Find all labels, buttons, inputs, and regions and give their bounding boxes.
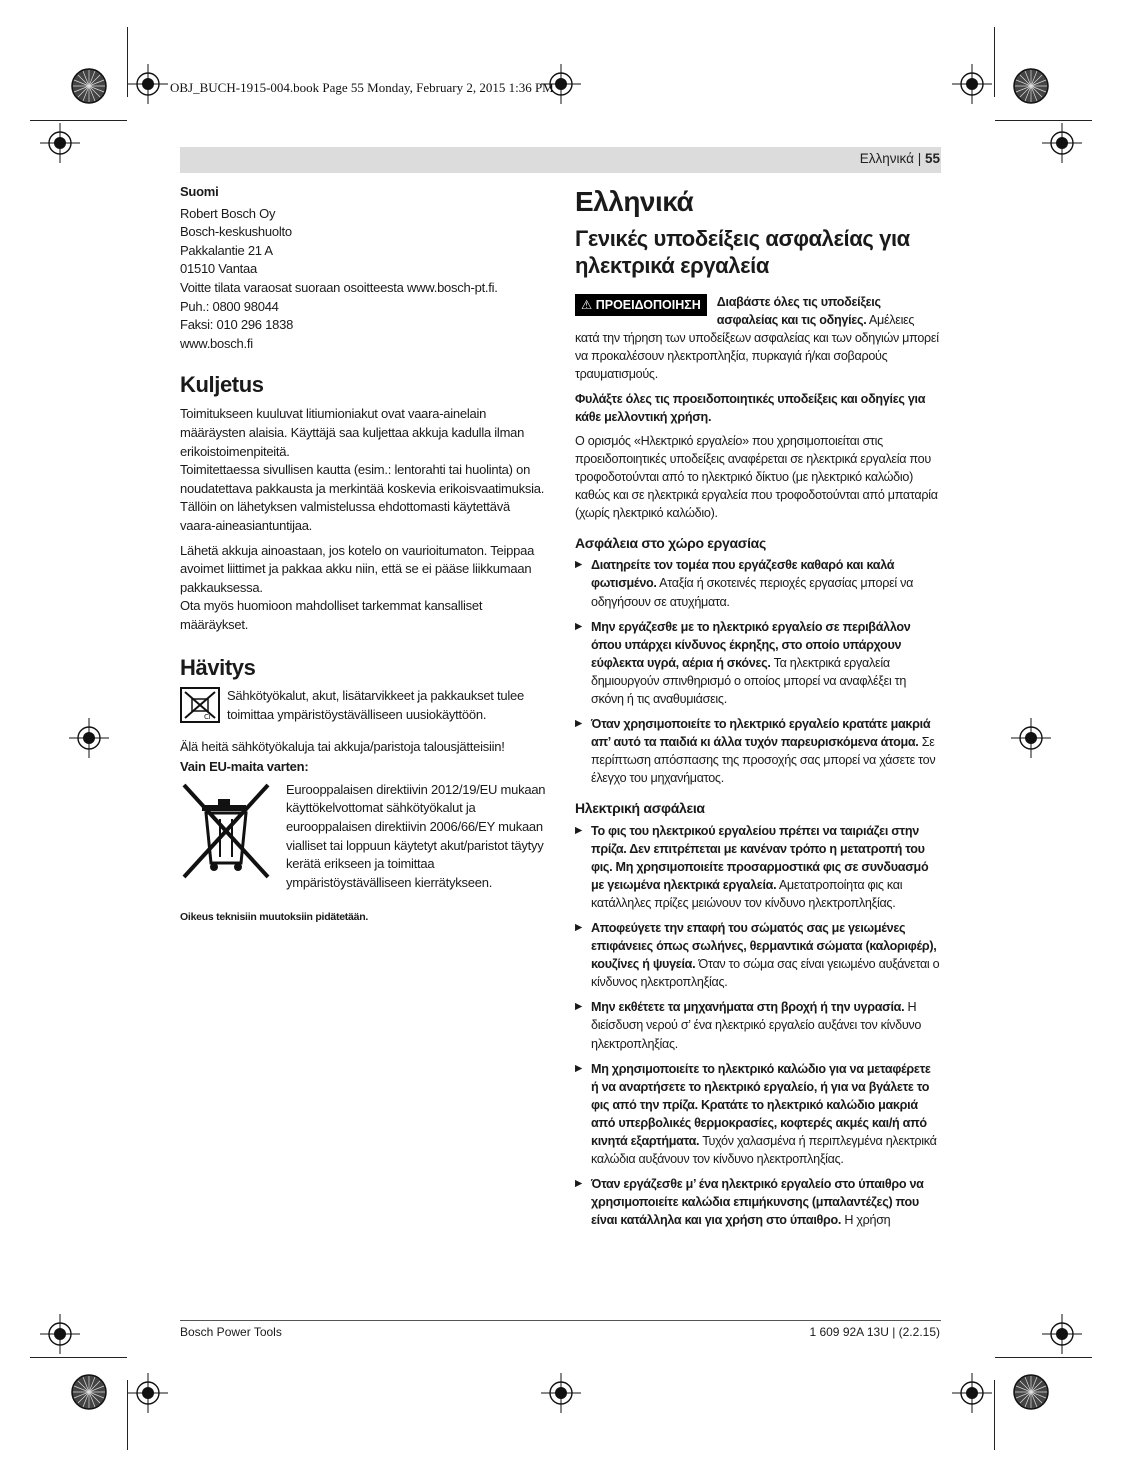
address-block — [180, 205, 547, 354]
registration-wheel-icon — [1014, 1375, 1048, 1409]
address-line: www.bosch.fi — [180, 335, 253, 351]
address-line: Voitte tilata varaosat suoraan osoitteesta www.bosch-pt.fi. — [180, 279, 498, 295]
item-bold: Όταν εργάζεσθε μ’ ένα ηλεκτρικό εργαλείο στο ύπαιθρο να χρησιμοποιείτε καλώδια επιμήκυνσης (μπαλαντέζες) που είναι κατάλληλα και για χρήση στο ύπαιθρο. — [591, 1177, 924, 1228]
warning-triangle-icon: ⚠ — [581, 298, 593, 313]
registration-target-icon — [128, 64, 168, 104]
item-text: Αμετατροποίητα φις και κατάλληλες πρίζες μειώνουν τον κίνδυνο ηλεκτροπληξίας. — [591, 877, 903, 910]
warning-badge — [575, 294, 707, 316]
keep-instructions: Φυλάξτε όλες τις προειδοποιητικές υποδείξεις και οδηγίες για κάθε μελλοντική χρήση. — [575, 391, 926, 424]
weee-row — [180, 781, 547, 893]
left-column — [180, 183, 547, 927]
work-safety-heading: Ασφάλεια στο χώρο εργασίας — [575, 535, 766, 552]
list-item — [575, 1060, 941, 1169]
registration-target-icon — [69, 718, 109, 758]
item-bold: Όταν χρησιμοποιείτε το ηλεκτρικό εργαλείο κρατάτε μακριά απ’ αυτό τα παιδιά κι άλλα τυχόν παρευρισκόμενα άτομα. — [591, 717, 931, 750]
item-text: Αταξία ή σκοτεινές περιοχές εργασίας μπορεί να οδηγήσουν σε ατυχήματα. — [591, 576, 914, 609]
kuljetus-paragraph: Toimitukseen kuuluvat litiumioniakut ovat vaara-ainelain määräysten alaisia. Käyttäjä saa kuljettaa akkuja kadulla ilman erikoistoimenpiteitä. — [180, 406, 525, 459]
header-bar — [180, 147, 941, 173]
list-item — [575, 919, 941, 991]
suomi-heading: Suomi — [180, 184, 219, 199]
address-line: Bosch-keskushuolto — [180, 224, 292, 240]
item-bold: Διατηρείτε τον τομέα που εργάζεσθε καθαρό και καλά φωτισμένο. — [591, 558, 895, 591]
section-title: Ελληνικά — [575, 186, 694, 217]
list-item — [575, 556, 941, 610]
warning-label: ΠΡΟΕΙΔΟΠΟΙΗΣΗ — [595, 298, 701, 313]
item-text: Όταν το σώμα σας είναι γειωμένο αυξάνεται ο κίνδυνος ηλεκτροπληξίας. — [591, 957, 940, 990]
warning-text: Αμέλειες κατά την τήρηση των υποδείξεων ασφαλείας και των οδηγιών μπορεί να προκαλέσουν ηλεκτροπληξία, πυρκαγιά ή/και σοβαρούς τραυματισμούς. — [575, 313, 939, 382]
svg-text:Ci: Ci — [204, 713, 211, 722]
registration-target-icon — [128, 1373, 168, 1413]
definition-paragraph: Ο ορισμός «Ηλεκτρικό εργαλείο» που χρησιμοποιείται στις προειδοποιητικές υποδείξεις αναφέρεται σε ηλεκτρικά εργαλεία που τροφοδοτούνται από το ηλεκτρικό δίκτυο (με ηλεκτρικό καλώδιο) καθώς και σε ηλεκτρικά εργαλεία που τροφοδοτούνται από μπαταρία (χωρίς ηλεκτρικό καλώδιο). — [575, 433, 938, 521]
electrical-safety-heading: Ηλεκτρική ασφάλεια — [575, 800, 705, 817]
registration-target-icon — [1042, 1314, 1082, 1354]
registration-target-icon — [1042, 123, 1082, 163]
eu-heading: Vain EU-maita varten: — [180, 759, 309, 775]
registration-target-icon — [1011, 718, 1051, 758]
footer-brand: Bosch Power Tools — [180, 1325, 282, 1339]
list-item — [575, 822, 941, 912]
address-line: Pakkalantie 21 A — [180, 242, 273, 258]
warning-block — [575, 293, 941, 383]
item-text: Τυχόν χαλασμένα ή περιπλεγμένα ηλεκτρικά καλώδια αυξάνουν τον κίνδυνο ηλεκτροπληξίας. — [591, 1134, 937, 1167]
page-header — [860, 151, 940, 166]
registration-wheel-icon — [1014, 69, 1048, 103]
kuljetus-paragraph: Ota myös huomioon mahdolliset tarkemmat kansalliset määräykset. — [180, 598, 483, 632]
kuljetus-paragraph: Toimitettaessa sivullisen kautta (esim.: lentorahti tai huolinta) on noudatettava pakkausta ja merkintää koskevia erikoisvaatimuksia. Tällöin on lähetyksen valmistelussa ehdottomasti käytettävä vaara-aineasiantuntijaa. — [180, 462, 545, 533]
item-bold: Μην εκθέτετε τα μηχανήματα στη βροχή ή την υγρασία. — [591, 1000, 905, 1015]
havitys-paragraph: Sähkötyökalut, akut, lisätarvikkeet ja pakkaukset tulee toimittaa ympäristöystävälliseen uusiokäyttöön. — [227, 688, 524, 723]
item-bold: Μην εργάζεσθε με το ηλεκτρικό εργαλείο σε περιβάλλον όπου υπάρχει κίνδυνος έκρηξης, στο οποίο υπάρχουν εύφλεκτα υγρά, αέρια ή σκόνες. — [591, 619, 911, 670]
header-language: Ελληνικά — [859, 151, 914, 166]
kuljetus-title: Kuljetus — [180, 372, 264, 398]
registration-wheel-icon — [72, 1375, 106, 1409]
print-info: OBJ_BUCH-1915-004.book Page 55 Monday, February 2, 2015 1:36 PM — [170, 80, 554, 95]
warning-bold: Διαβάστε όλες τις υποδείξεις ασφαλείας και τις οδηγίες. — [716, 295, 881, 328]
electrical-safety-list — [575, 822, 941, 1230]
weee-text: Eurooppalaisen direktiivin 2012/19/EU mukaan käyttökelvottomat sähkötyökalut ja eurooppalaisen direktiivin 2006/66/EY mukaan vialliset tai loppuun käytetyt akut/paristot täytyy kerätä erikseen ja toimittaa ympäristöystävälliseen kierrätykseen. — [286, 781, 546, 890]
registration-target-icon — [952, 64, 992, 104]
crossed-bin-icon — [180, 781, 272, 881]
registration-wheel-icon — [72, 69, 106, 103]
item-text: Τα ηλεκτρικά εργαλεία δημιουργούν σπινθηρισμό ο οποίος μπορεί να αναφλέξει τη σκόνη ή τις αναθυμιάσεις. — [591, 655, 907, 706]
registration-target-icon — [40, 1314, 80, 1354]
item-text: Η χρήση — [841, 1213, 891, 1228]
recycle-icon — [180, 687, 220, 723]
page-number: 55 — [924, 151, 940, 166]
rights-note: Oikeus teknisiin muutoksiin pidätetään. — [180, 911, 369, 924]
havitys-warning: Älä heitä sähkötyökaluja tai akkuja/paristoja talousjätteisiin! — [180, 738, 505, 754]
section-subtitle: Γενικές υποδείξεις ασφαλείας για ηλεκτρικά εργαλεία — [575, 226, 910, 279]
address-line: Puh.: 0800 98044 — [180, 298, 279, 314]
header-separator: | — [913, 151, 925, 166]
list-item — [575, 618, 941, 708]
address-line: Robert Bosch Oy — [180, 205, 276, 221]
item-text: Η διείσδυση νερού σ’ ένα ηλεκτρικό εργαλείο αυξάνει τον κίνδυνο ηλεκτροπληξίας. — [591, 1000, 922, 1051]
kuljetus-paragraph: Lähetä akkuja ainoastaan, jos kotelo on vaurioitumaton. Teippaa avoimet liittimet ja pakkaa akku niin, että se ei pääse liikkumaan pakkauksessa. — [180, 542, 535, 595]
footer-divider — [180, 1320, 941, 1321]
item-bold: Το φις του ηλεκτρικού εργαλείου πρέπει να ταιριάζει στην πρίζα. Δεν επιτρέπεται με κανέναν τρόπο η μετατροπή του φις. Μη χρησιμοποιείτε προσαρμοστικά φις σε συνδυασμό με γειωμένα ηλεκτρικά εργαλεία. — [591, 823, 929, 892]
address-line: Faksi: 010 296 1838 — [180, 317, 294, 333]
recycle-row — [180, 687, 547, 724]
item-bold: Μη χρησιμοποιείτε το ηλεκτρικό καλώδιο για να μεταφέρετε ή να αναρτήσετε το ηλεκτρικό εργαλείο, ή για να βγάλετε το φις από την πρίζα. Κρατάτε το ηλεκτρικό καλώδιο μακριά από υπερβολικές θερμοκρασίες, κοφτερές ακμές και/ή από κινητά εξαρτήματα. — [591, 1061, 931, 1149]
registration-target-icon — [952, 1373, 992, 1413]
item-text: Σε περίπτωση απόσπασης της προσοχής σας μπορεί να χάσετε τον έλεγχο του μηχανήματος. — [591, 735, 936, 786]
list-item — [575, 998, 941, 1052]
registration-target-icon — [40, 123, 80, 163]
address-line: 01510 Vantaa — [180, 261, 257, 277]
registration-target-icon — [541, 1373, 581, 1413]
list-item — [575, 1175, 941, 1229]
item-bold: Αποφεύγετε την επαφή του σώματός σας με γειωμένες επιφάνειες όπως σωλήνες, θερμαντικά σώματα (καλοριφέρ), κουζίνες ή ψυγεία. — [591, 921, 937, 972]
havitys-title: Hävitys — [180, 655, 256, 681]
work-safety-list — [575, 556, 941, 787]
right-column — [575, 186, 941, 1237]
footer-docid: 1 609 92A 13U | (2.2.15) — [809, 1325, 940, 1339]
list-item — [575, 715, 941, 787]
